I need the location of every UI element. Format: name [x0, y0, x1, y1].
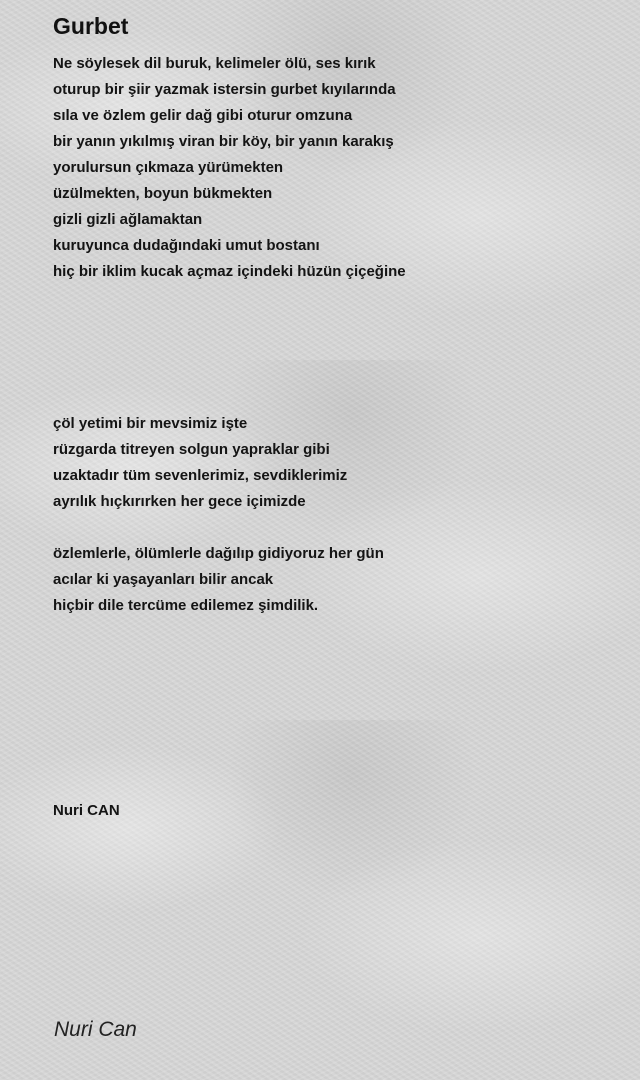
poem-line: hiç bir iklim kucak açmaz içindeki hüzün çiçeğine [53, 263, 406, 280]
poem-line: yorulursun çıkmaza yürümekten [53, 159, 284, 176]
poem-stanza-3 [53, 541, 384, 619]
poem-line: gizli gizli ağlamaktan [53, 211, 203, 228]
poem-line: bir yanın yıkılmış viran bir köy, bir yanın karakış [53, 133, 394, 150]
poem-line: üzülmekten, boyun bükmekten [53, 185, 273, 202]
poem-panel-2 [0, 360, 640, 720]
poem-line: ayrılık hıçkırırken her gece içimizde [53, 493, 306, 510]
poem-stanza-1 [53, 51, 406, 285]
poem-line: çöl yetimi bir mevsimiz işte [53, 415, 248, 432]
poem-line: rüzgarda titreyen solgun yapraklar gibi [53, 441, 330, 458]
poem-line: uzaktadır tüm sevenlerimiz, sevdiklerimiz [53, 467, 348, 484]
poem-panel-3 [0, 720, 640, 1080]
author-signature: Nuri Can [54, 1018, 137, 1041]
poem-line: Ne söylesek dil buruk, kelimeler ölü, ses kırık [53, 55, 376, 72]
poem-stanza-2 [53, 411, 347, 515]
author-name: Nuri CAN [53, 802, 120, 819]
poem-line: oturup bir şiir yazmak istersin gurbet kıyılarında [53, 81, 396, 98]
poem-line: kuruyunca dudağındaki umut bostanı [53, 237, 320, 254]
poem-line: sıla ve özlem gelir dağ gibi oturur omzuna [53, 107, 353, 124]
poem-title: Gurbet [53, 13, 129, 39]
poem-panel-1 [0, 0, 640, 360]
poem-line: hiçbir dile tercüme edilemez şimdilik. [53, 597, 319, 614]
poem-line: özlemlerle, ölümlerle dağılıp gidiyoruz her gün [53, 545, 384, 562]
poem-line: acılar ki yaşayanları bilir ancak [53, 571, 274, 588]
